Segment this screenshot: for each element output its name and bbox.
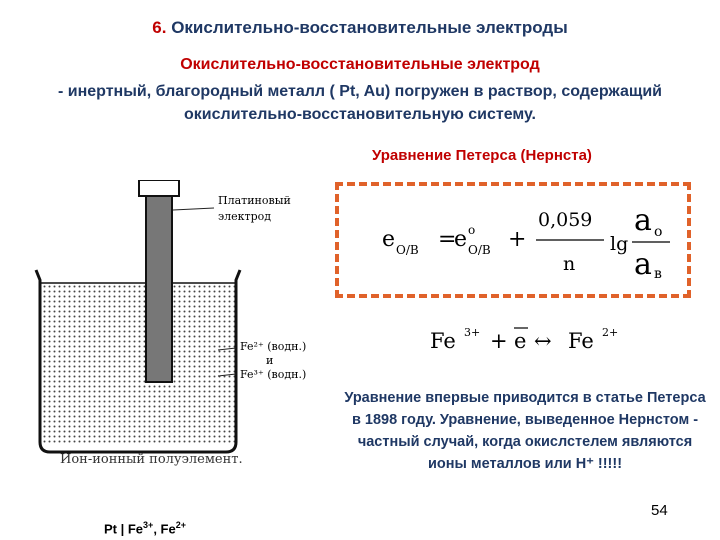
platinum-electrode (146, 196, 172, 382)
ion-and: и (266, 354, 274, 367)
redox-reaction (430, 318, 640, 358)
formula-a-num: a (634, 203, 652, 238)
history-note: Уравнение впервые приводится в статье Петерса в 1898 году. Уравнение, выведенное Нернстом - частный случай, когда окислстелем являются ионы металлов или Н⁺ !!!!! (344, 390, 706, 472)
formula-equals: = (438, 227, 457, 252)
cell-prefix: Pt | Fe (104, 521, 144, 537)
cell-notation (104, 520, 186, 536)
formula-plus: + (508, 227, 527, 252)
reaction-left-sup: 3+ (464, 326, 481, 339)
diagram-caption: Ион-ионный полуэлемент. (60, 452, 243, 467)
reaction-left: Fe (430, 329, 456, 353)
cell-mid: , Fe (153, 521, 176, 537)
description: - инертный, благородный металл ( Pt, Au) погружен в раствор, содержащий окислительно-восстановительную систему. (57, 83, 663, 123)
reaction-plus: + (490, 329, 508, 353)
reaction-right-sup: 2+ (602, 326, 619, 339)
formula-coef-den: n (563, 253, 576, 275)
formula-coef-num: 0,059 (538, 209, 593, 231)
cell-sup1: 3+ (143, 520, 154, 530)
electrode-top (139, 180, 179, 196)
electrode-label-1: Платиновый (218, 194, 291, 207)
slide-title-text: Окислительно-восстановительные электроды (171, 18, 568, 37)
formula-lhs-sub: О/В (396, 243, 419, 257)
formula-a-den-sub: в (654, 266, 662, 282)
electrode-label-2: электрод (218, 210, 272, 223)
slide-title (0, 18, 720, 38)
formula-lhs: e (382, 227, 396, 252)
formula-lg: lg (610, 233, 629, 255)
half-cell-diagram (18, 180, 338, 470)
ion-label-1: Fe²⁺ (водн.) (240, 340, 307, 353)
subtitle: Окислительно-восстановительные электрод (180, 56, 540, 73)
solution (40, 283, 236, 443)
reaction-right: Fe (568, 329, 594, 353)
electrode-pointer (173, 208, 214, 210)
reaction-electron: e (514, 329, 527, 353)
reaction-arrow: ↔ (534, 329, 552, 353)
nernst-formula (360, 196, 680, 286)
formula-rhs-e: e (454, 227, 468, 252)
ion-label-2: Fe³⁺ (водн.) (240, 368, 307, 381)
page-number: 54 (651, 502, 668, 519)
cell-sup2: 2+ (175, 520, 186, 530)
formula-rhs-sub: О/В (468, 243, 491, 257)
formula-a-den: a (634, 247, 652, 282)
equation-title: Уравнение Петерса (Нернста) (372, 147, 592, 164)
formula-a-num-sub: о (654, 224, 663, 240)
formula-rhs-sup: o (468, 223, 476, 237)
slide-number: 6. (152, 18, 167, 37)
